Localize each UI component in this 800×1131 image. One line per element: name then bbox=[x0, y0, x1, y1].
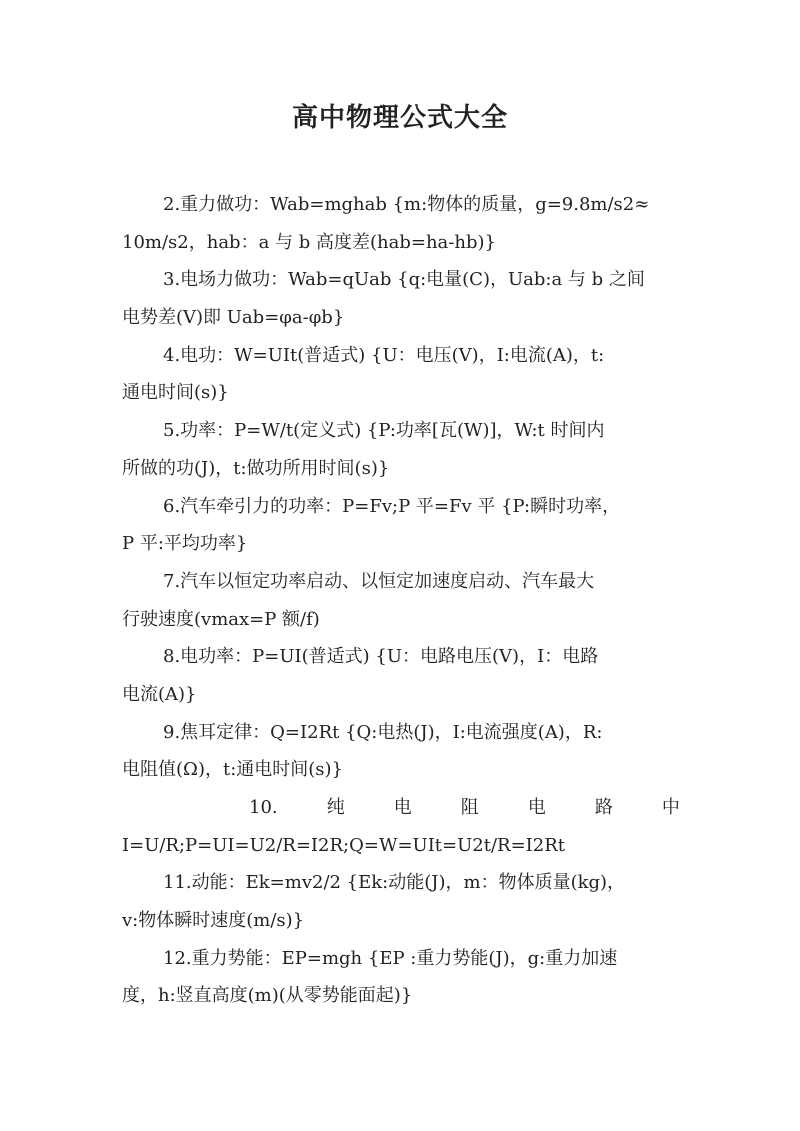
formula-10-word: 电 bbox=[393, 797, 412, 818]
formula-4-line-2: 通电时间(s)} bbox=[122, 382, 229, 404]
formula-3-line-1: 3.电场力做功：Wab=qUab {q:电量(C)，Uab:a 与 b 之间 bbox=[163, 269, 645, 291]
formula-10-line-1 bbox=[122, 789, 680, 827]
formula-5-line-1: 5.功率：P=W/t(定义式) {P:功率[瓦(W)]，W:t 时间内 bbox=[163, 420, 605, 442]
formula-9-line-2: 电阻值(Ω)，t:通电时间(s)} bbox=[122, 759, 344, 781]
formula-4-line-1: 4.电功：W=UIt(普适式) {U：电压(V)，I:电流(A)，t: bbox=[163, 344, 605, 366]
page-title: 高中物理公式大全 bbox=[291, 103, 508, 133]
formula-10-word: 阻 bbox=[460, 797, 479, 818]
formula-9-line-1: 9.焦耳定律：Q=I2Rt {Q:电热(J)，I:电流强度(A)，R: bbox=[163, 721, 603, 743]
formula-7-line-1: 7.汽车以恒定功率启动、以恒定加速度启动、汽车最大 bbox=[163, 570, 595, 592]
formula-10-word: 电 bbox=[527, 797, 546, 818]
formula-3-line-2: 电势差(V)即 Uab=φa-φb} bbox=[122, 307, 345, 329]
formula-2-line-2: 10m/s2，hab：a 与 b 高度差(hab=ha-hb)} bbox=[122, 231, 496, 253]
formula-2-line-1: 2.重力做功：Wab=mghab {m:物体的质量，g=9.8m/s2≈ bbox=[163, 194, 650, 215]
formula-10-word: 纯 bbox=[326, 797, 345, 818]
formula-11-line-2: v:物体瞬时速度(m/s)} bbox=[122, 910, 305, 932]
formula-7-line-2: 行驶速度(vmax=P 额/f) bbox=[122, 608, 320, 630]
formula-6-line-2: P 平:平均功率} bbox=[122, 533, 248, 555]
formula-8-line-2: 电流(A)} bbox=[122, 683, 197, 705]
formula-8-line-1: 8.电功率：P=UI(普适式) {U：电路电压(V)，I：电路 bbox=[163, 646, 599, 668]
formula-10-word: 中 bbox=[661, 797, 680, 818]
formula-10-word: 路 bbox=[594, 797, 613, 818]
formula-list bbox=[122, 186, 680, 1015]
formula-11-line-1: 11.动能：Ek=mv2/2 {Ek:动能(J)，m：物体质量(kg)， bbox=[163, 872, 626, 894]
formula-5-line-2: 所做的功(J)，t:做功所用时间(s)} bbox=[122, 457, 390, 479]
formula-12-line-1: 12.重力势能：EP=mgh {EP :重力势能(J)，g:重力加速 bbox=[163, 947, 618, 969]
formula-12-line-2: 度，h:竖直高度(m)(从零势能面起)} bbox=[122, 985, 413, 1007]
formula-10-word: 10. bbox=[249, 797, 278, 818]
formula-10-line-2: I=U/R;P=UI=U2/R=I2R;Q=W=UIt=U2t/R=I2Rt bbox=[122, 834, 566, 856]
formula-6-line-1: 6.汽车牵引力的功率：P=Fv;P 平=Fv 平 {P:瞬时功率， bbox=[163, 495, 621, 517]
